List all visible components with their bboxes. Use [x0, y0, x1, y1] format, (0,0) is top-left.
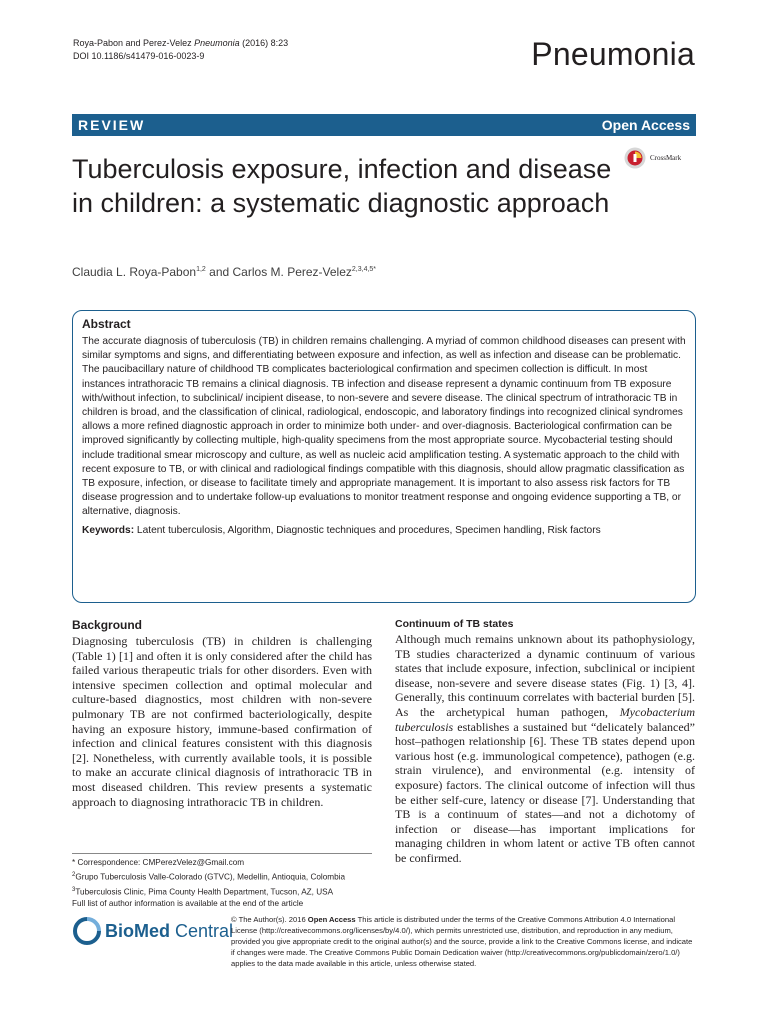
author-list: Claudia L. Roya-Pabon$^{1,2}$ and Carlos M. Perez-Velez$^{2,3,4,5*}$: [72, 265, 377, 279]
biomed-central-logo[interactable]: [73, 917, 233, 945]
article-type-label: REVIEW: [78, 117, 146, 133]
right-column: [395, 618, 695, 866]
left-column: [72, 618, 372, 809]
author-2[interactable]: Carlos M. Perez-Velez: [232, 265, 352, 279]
biomed-logo-icon: [73, 917, 101, 945]
biomed-logo-text: BioMed Central: [105, 920, 234, 941]
footnotes: [72, 853, 372, 910]
copyright-notice: © The Author(s). 2016 Open Access This article is distributed under the terms of the Creative Commons Attribution 4.0 International License (http://creativecommons.org/licenses/by/4.0/), which permits unrestricted use, distribution, and reproduction in any medium, provided you give appropriate credit to the original author(s) and the source, provide a link to the Creative Commons license, and indicate if changes were made. The Creative Commons Public Domain Dedication waiver (http://creativecommons.org/publicdomain/zero/1.0/) applies to the data made available in this article, unless otherwise stated.: [231, 915, 693, 968]
continuum-paragraph: Although much remains unknown about its pathophysiology, TB studies characterized a dynamic continuum of various states that include exposure, infection, subclinical or incipient disease, non-severe and severe disease states (Fig. 1) [3, 4]. Generally, this continuum correlates with bacterial burden [5]. As the archetypical human pathogen, Mycobacterium tuberculosis establishes a sustained but “delicately balanced” host–pathogen relationship [6]. These TB states depend upon various host (e.g. immunological competence), pathogen (e.g. strain virulence), and environmental (e.g. intensity of exposure) factors. The clinical outcome of infection will thus be either self-cure, latency or disease [7]. Understanding that TB is a continuum of states—and not a dichotomy of infection or disease—has important implications for managing children in whom latent or active TB often cannot be confirmed.: [395, 632, 695, 865]
open-access-label: Open Access: [601, 117, 690, 133]
article-title: Tuberculosis exposure, infection and disease in children: a systematic diagnostic approach: [72, 154, 612, 218]
correspondence-line[interactable]: * Correspondence: CMPerezVelez@Gmail.com: [72, 858, 245, 867]
author-1[interactable]: Claudia L. Roya-Pabon: [72, 265, 197, 279]
crossmark-label: CrossMark: [650, 154, 682, 162]
crossmark-badge[interactable]: [624, 147, 681, 169]
article-type-banner: [72, 114, 696, 136]
background-paragraph: Diagnosing tuberculosis (TB) in children is challenging (Table 1) [1] and often it is only considered after the child has failed various therapeutic trials for other disorders. Even with intensive specimen collection and optimal molecular and culture-based diagnostics, most children with non-severe pulmonary TB are not confirmed bacteriologically, despite having an exposure history, immune-based confirmation of infection and clinical features consistent with this diagnosis [2]. Nonetheless, with currently available tools, it is possible to make an accurate clinical diagnosis of intrathoracic TB in most diseased children. This review presents a systematic approach to diagnosing intrathoracic TB in children.: [72, 634, 372, 809]
continuum-heading: Continuum of TB states: [395, 618, 514, 630]
keywords: Keywords: Latent tuberculosis, Algorithm, Diagnostic techniques and procedures, Specimen handling, Risk factors: [82, 524, 601, 536]
background-heading: Background: [72, 618, 143, 632]
doi-line: DOI 10.1186/s41479-016-0023-9: [73, 51, 205, 61]
abstract-heading: Abstract: [82, 317, 131, 331]
citation-header: [73, 37, 288, 63]
affiliation-2: $^2$Grupo Tuberculosis Valle-Colorado (GTVC), Medellin, Antioquia, Colombia: [72, 872, 346, 882]
abstract-text: The accurate diagnosis of tuberculosis (TB) in children remains challenging. A myriad of common childhood diseases can present with similar symptoms and signs, and differentiating between exposure and infection, as well as infection and disease can be problematic. The paucibacillary nature of childhood TB complicates bacteriological confirmation and specimen collection is difficult. In most instances intrathoracic TB remains a clinical diagnosis. TB infection and disease represent a dynamic continuum from TB exposure with/without infection, to subclinical/ incipient disease, to non-severe and severe disease. The clinical spectrum of intrathoracic TB in children is broad, and the classification of clinical, radiological, endoscopic, and laboratory findings into recognized clinical syndromes allows a more refined diagnostic approach in order to minimize both under- and over-diagnosis. Bacteriological confirmation can be improved significantly by collecting multiple, high-quality specimens from the most appropriate source. Mycobacterial testing should include traditional smear microscopy and culture, as well as nucleic acid amplification testing. A systematic approach to the child with recent exposure to TB, or with clinical and radiological findings compatible with this diagnosis, should allow pragmatic classification as TB exposure, infection, or disease to facilitate timely and appropriate management. It is important to also assess risk factors for TB disease progression and to undertake follow-up evaluations to monitor treatment response and ongoing evidence supporting a TB, or alternative, diagnosis.: [82, 336, 686, 518]
affiliation-3: $^3$Tuberculosis Clinic, Pima County Health Department, Tucson, AZ, USA: [72, 886, 334, 897]
journal-name: Pneumonia: [531, 36, 695, 72]
crossmark-icon: [624, 147, 646, 169]
abstract-box: [72, 310, 696, 603]
citation-line-1: Roya-Pabon and Perez-Velez Pneumonia (2016) 8:23: [73, 38, 289, 48]
full-list-note: Full list of author information is available at the end of the article: [72, 899, 304, 909]
